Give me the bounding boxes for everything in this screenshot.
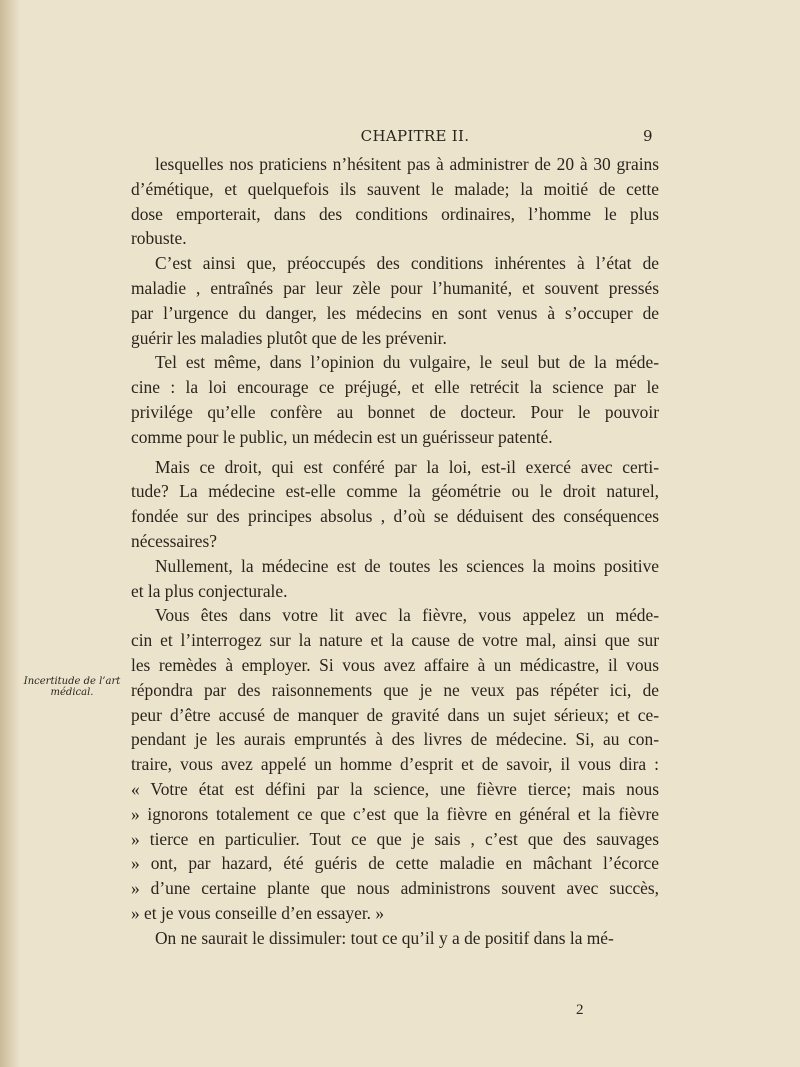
paragraph: [131, 455, 659, 554]
text-line: maladie , entraînés par leur zèle pour l’humanité, et souvent pressés: [131, 277, 659, 298]
text-line: d’émétique, et quelquefois ils sauvent le malade; la moitié de cette: [131, 178, 659, 199]
text-line: Tel est même, dans l’opinion du vulgaire, le seul but de la méde-: [155, 352, 659, 373]
margin-note: Incertitude de l’art médical.: [23, 676, 121, 698]
text-line: dose emporterait, dans des conditions ordinaires, l’homme le plus: [131, 203, 659, 224]
text-line: » tierce en particulier. Tout ce que je sais , c’est que des sauvages: [131, 828, 659, 849]
page-number: 9: [643, 127, 653, 145]
text-line: Mais ce droit, qui est conféré par la loi, est-il exercé avec certi-: [155, 456, 659, 477]
text-line: fondée sur des principes absolus , d’où se déduisent des conséquences: [131, 506, 659, 527]
text-line: par l’urgence du danger, les médecins en sont venus à s’occuper de: [131, 302, 659, 323]
text-line: » d’une certaine plante que nous administrons souvent avec succès,: [131, 878, 659, 899]
paragraph: [131, 350, 659, 449]
paragraph: [131, 603, 659, 925]
text-line: comme pour le public, un médecin est un guérisseur patenté.: [131, 426, 553, 447]
text-line: nécessaires?: [131, 530, 217, 551]
text-line: pendant je les aurais empruntés à des livres de médecine. Si, au con-: [131, 729, 659, 750]
text-line: tude? La médecine est-elle comme la géométrie ou le droit naturel,: [131, 481, 659, 502]
text-line: privilége qu’elle confère au bonnet de docteur. Pour le pouvoir: [131, 401, 659, 422]
paragraph: [131, 554, 659, 604]
text-line: peur d’être accusé de manquer de gravité dans un sujet sérieux; et ce-: [131, 704, 659, 725]
text-line: » ignorons totalement ce que c’est que la fièvre en général et la fièvre: [131, 803, 659, 824]
text-line: robuste.: [131, 228, 187, 249]
text-line: C’est ainsi que, préoccupés des conditions inhérentes à l’état de: [155, 253, 659, 274]
binding-gutter-shadow: [0, 0, 20, 1067]
text-line: et la plus conjecturale.: [131, 580, 288, 601]
text-line: Vous êtes dans votre lit avec la fièvre, vous appelez un méde-: [155, 605, 659, 626]
text-line: Nullement, la médecine est de toutes les sciences la moins positive: [155, 555, 659, 576]
text-line: » ont, par hazard, été guéris de cette maladie en mâchant l’écorce: [131, 853, 659, 874]
text-line: cine : la loi encourage ce préjugé, et elle retrécit la science par le: [131, 377, 659, 398]
text-line: « Votre état est défini par la science, une fièvre tierce; mais nous: [131, 778, 659, 799]
text-line: les remèdes à employer. Si vous avez affaire à un médicastre, il vous: [131, 654, 659, 675]
text-line: guérir les maladies plutôt que de les prévenir.: [131, 327, 447, 348]
text-line: cin et l’interrogez sur la nature et la cause de votre mal, ainsi que sur: [131, 630, 659, 651]
paragraph: [131, 251, 659, 350]
text-line: » et je vous conseille d’en essayer. »: [131, 902, 385, 923]
paragraph: [131, 152, 659, 251]
text-line: répondra par des raisonnements que je ne veux pas répéter ici, de: [131, 679, 659, 700]
signature-mark: 2: [576, 1002, 584, 1018]
running-head-chapter: CHAPITRE II.: [360, 127, 470, 145]
text-line: On ne saurait le dissimuler: tout ce qu’il y a de positif dans la mé-: [155, 927, 614, 948]
text-line: lesquelles nos praticiens n’hésitent pas à administrer de 20 à 30 grains: [155, 154, 659, 174]
paragraph: [131, 926, 659, 951]
body-text: [131, 152, 659, 951]
text-line: traire, vous avez appelé un homme d’esprit et de savoir, il vous dira :: [131, 754, 659, 775]
